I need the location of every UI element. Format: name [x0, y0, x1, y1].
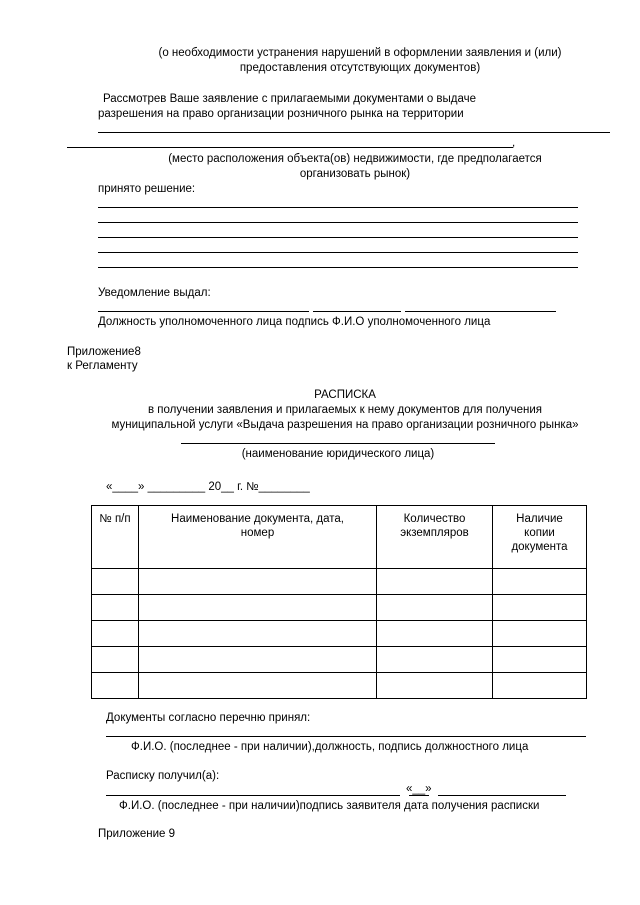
entity-name-line	[181, 443, 495, 444]
documents-table	[91, 505, 587, 699]
table-cell	[493, 569, 587, 595]
table-cell	[377, 569, 493, 595]
column-header-copy-available: Наличие копии документа	[493, 506, 587, 569]
position-line	[98, 311, 309, 312]
received-date-line	[438, 795, 566, 796]
table-cell	[92, 647, 139, 673]
appendix8-label-line2: к Регламенту	[67, 360, 138, 372]
accepted-label: Документы согласно перечню принял:	[106, 712, 311, 724]
table-row	[92, 569, 587, 595]
receipt-date-line: «____» _________ 20__ г. №________	[106, 481, 310, 493]
territory-line-comma: ,	[512, 137, 516, 149]
received-caption: Ф.И.О. (последнее - при наличии)подпись заявителя дата получения расписки	[119, 800, 540, 812]
notice-title-line2: предоставления отсутствующих документов)	[239, 62, 481, 74]
decision-label: принято решение:	[98, 183, 196, 195]
table-cell	[139, 569, 377, 595]
table-cell	[377, 595, 493, 621]
location-caption-line1: (место расположения объекта(ов) недвижимости, где предполагается	[168, 153, 542, 165]
full-name-line	[405, 311, 556, 312]
column-header-document: Наименование документа, дата, номер	[139, 506, 377, 569]
table-cell	[377, 647, 493, 673]
receipt-subtitle-line1: в получении заявления и прилагаемых к нему документов для получения	[148, 404, 542, 416]
table-cell	[139, 647, 377, 673]
table-row	[92, 621, 587, 647]
entity-caption: (наименование юридического лица)	[241, 448, 435, 460]
table-row	[92, 673, 587, 699]
decision-line-3	[98, 237, 578, 238]
appendix8-label-line1: Приложение8	[67, 346, 141, 358]
receipt-title: РАСПИСКА	[314, 389, 376, 401]
territory-line-1	[98, 132, 610, 133]
territory-line-2	[67, 147, 513, 148]
received-date-mark: «__»	[406, 783, 432, 795]
decision-line-5	[98, 267, 578, 268]
table-header-row	[92, 506, 587, 569]
decision-line-1	[98, 207, 578, 208]
table-cell	[493, 673, 587, 699]
table-row	[92, 595, 587, 621]
received-day-line	[409, 795, 429, 796]
column-header-copies-count: Количество экземпляров	[377, 506, 493, 569]
table-cell	[139, 673, 377, 699]
column-header-number: № п/п	[92, 506, 139, 569]
accepted-caption: Ф.И.О. (последнее - при наличии),должность, подпись должностного лица	[131, 741, 529, 753]
table-cell	[92, 595, 139, 621]
accepted-signature-line	[106, 736, 586, 737]
appendix9-label: Приложение 9	[98, 828, 176, 840]
received-label: Расписку получил(а):	[106, 770, 220, 782]
receipt-subtitle-line2: муниципальной услуги «Выдача разрешения на право организации розничного рынка»	[111, 419, 579, 431]
issued-by-label: Уведомление выдал:	[98, 287, 211, 299]
table-cell	[493, 647, 587, 673]
table-cell	[92, 621, 139, 647]
signature-line	[313, 311, 401, 312]
decision-line-2	[98, 222, 578, 223]
signature-caption: Должность уполномоченного лица подпись Ф.И.О уполномоченного лица	[98, 316, 491, 328]
table-cell	[493, 595, 587, 621]
received-signature-line	[106, 795, 400, 796]
table-cell	[92, 569, 139, 595]
decision-line-4	[98, 252, 578, 253]
table-cell	[92, 673, 139, 699]
notice-body-line1: Рассмотрев Ваше заявление с прилагаемыми документами о выдаче	[103, 93, 477, 105]
table-cell	[139, 621, 377, 647]
table-cell	[139, 595, 377, 621]
location-caption-line2: организовать рынок)	[299, 168, 411, 180]
table-row	[92, 647, 587, 673]
table-cell	[377, 673, 493, 699]
notice-body-line2: разрешения на право организации розничного рынка на территории	[98, 108, 464, 120]
table-cell	[377, 621, 493, 647]
table-cell	[493, 621, 587, 647]
notice-title-line1: (о необходимости устранения нарушений в оформлении заявления и (или)	[158, 47, 562, 59]
